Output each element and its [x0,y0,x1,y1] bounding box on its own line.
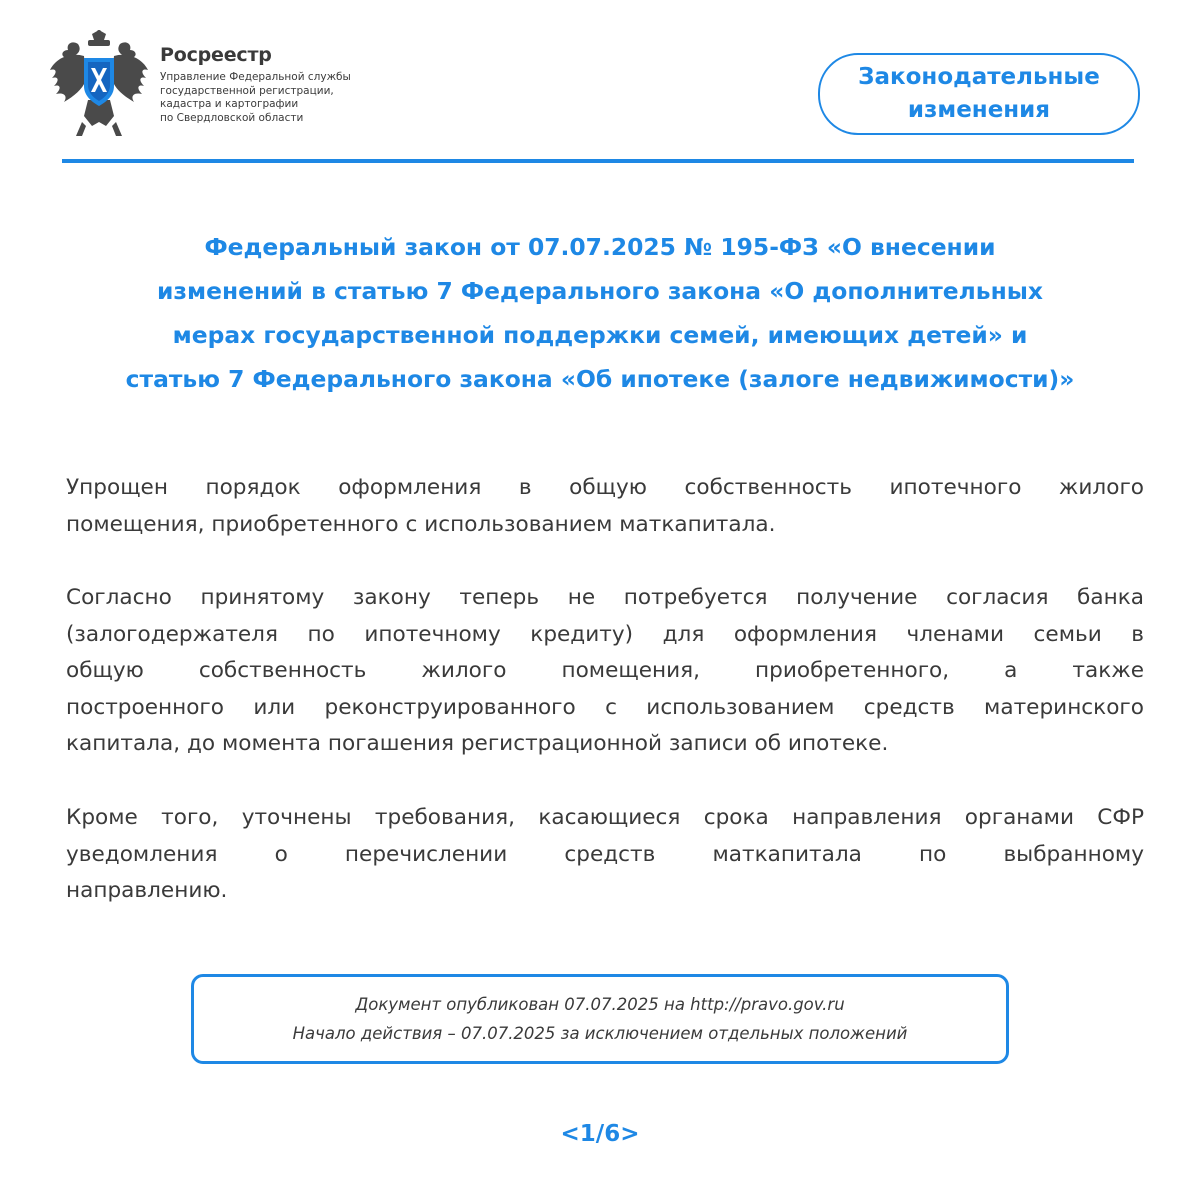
double-headed-eagle-emblem-icon [48,30,150,140]
org-subtitle-line: государственной регистрации, [160,84,334,97]
title-line: изменений в статью 7 Федерального закона «О дополнительных [157,277,1043,305]
paragraph-line: направлению. [66,878,228,903]
paragraph-line: уведомления о перечислении средств маткапитала по выбранному [66,841,1144,867]
category-badge-line: изменения [907,97,1051,123]
org-subtitle-line: кадастра и картографии [160,98,299,110]
paragraph-line: Кроме того, уточнены требования, касающиеся срока направления органами СФР [66,805,1144,830]
paragraph-line: Согласно принятому закону теперь не потребуется получение согласия банка [66,585,1144,610]
org-subtitle-line: Управление Федеральной службы [160,71,351,83]
paragraph-additional [66,800,1144,910]
document-title [40,225,1160,401]
published-note: Документ опубликован 07.07.2025 на http://pravo.gov.ru [355,995,845,1014]
page-indicator: <1/6> [560,1121,640,1147]
title-line: Федеральный закон от 07.07.2025 № 195-ФЗ «О внесении [204,233,996,261]
effective-note: Начало действия – 07.07.2025 за исключением отдельных положений [292,1024,908,1043]
paragraph-line: Упрощен порядок оформления в общую собственность ипотечного жилого [66,475,1144,500]
paragraph-summary [66,470,1144,543]
title-line: мерах государственной поддержки семей, имеющих детей» и [172,321,1028,349]
header-divider [62,159,1134,163]
org-name: Росреестр [160,44,272,66]
publication-note [191,974,1009,1064]
org-subtitle-line: по Свердловской области [160,111,304,124]
paragraph-details [66,580,1144,763]
paragraph-line: (залогодержателя по ипотечному кредиту) для оформления членами семьи в [66,621,1144,647]
paragraph-line: капитала, до момента погашения регистрационной записи об ипотеке. [66,731,889,756]
org-subtitle [160,71,390,125]
category-badge-line: Законодательные [858,64,1100,90]
category-badge [818,53,1140,135]
paragraph-line: помещения, приобретенного с использованием маткапитала. [66,511,776,537]
title-line: статью 7 Федерального закона «Об ипотеке (залоге недвижимости)» [125,365,1075,393]
paragraph-line: общую собственность жилого помещения, приобретенного, а также [66,658,1144,683]
paragraph-line: построенного или реконструированного с использованием средств материнского [66,694,1144,720]
